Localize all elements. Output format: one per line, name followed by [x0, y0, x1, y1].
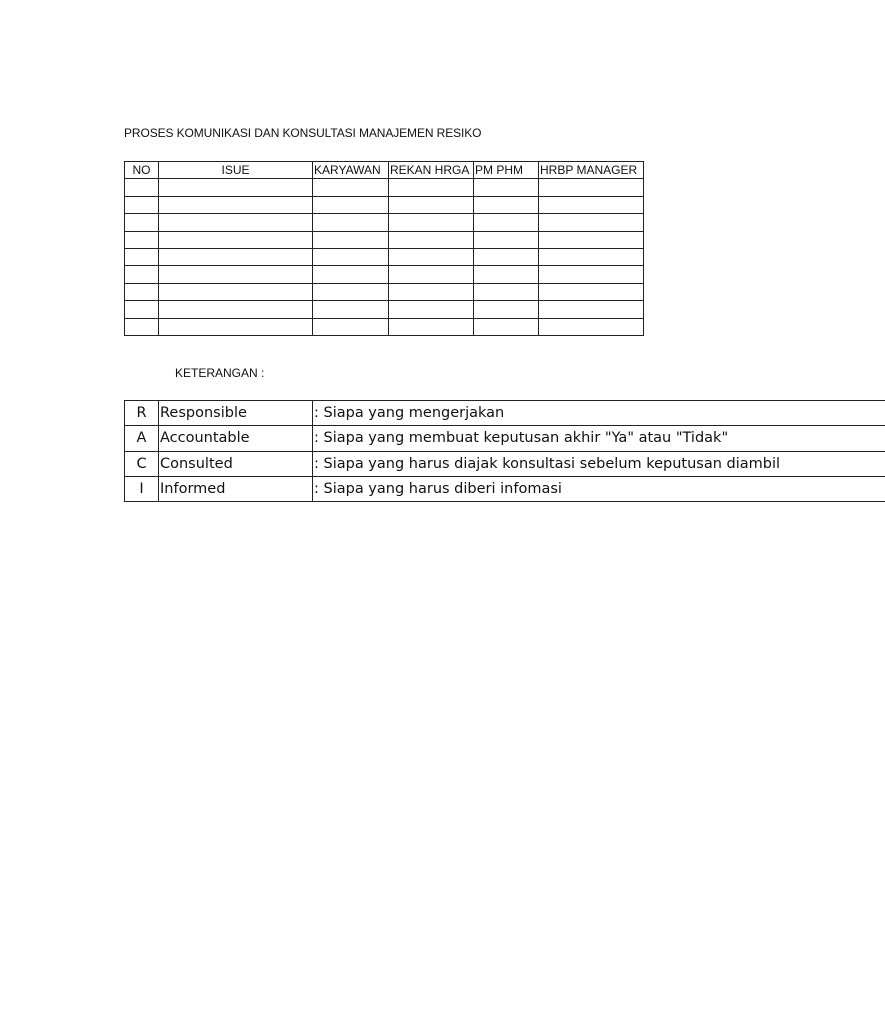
header-isue: ISUE	[159, 162, 313, 179]
table-cell	[389, 301, 474, 318]
table-row	[125, 266, 644, 283]
legend-code: A	[125, 426, 159, 451]
table-cell	[125, 318, 159, 335]
table-cell	[313, 248, 389, 265]
legend-table	[124, 400, 885, 502]
table-row	[125, 179, 644, 196]
table-cell	[389, 196, 474, 213]
table-cell	[125, 231, 159, 248]
legend-description: : Siapa yang mengerjakan	[313, 401, 885, 426]
header-karyawan: KARYAWAN	[313, 162, 389, 179]
legend-row-i	[125, 476, 885, 501]
table-cell	[125, 214, 159, 231]
table-cell	[389, 283, 474, 300]
legend-row-c	[125, 451, 885, 476]
legend-term: Accountable	[159, 426, 313, 451]
table-cell	[539, 231, 644, 248]
table-cell	[474, 301, 539, 318]
raci-table	[124, 161, 644, 336]
table-cell	[389, 266, 474, 283]
table-header-row	[125, 162, 644, 179]
keterangan-label: KETERANGAN :	[175, 366, 265, 380]
table-cell	[539, 301, 644, 318]
table-cell	[313, 179, 389, 196]
table-cell	[159, 196, 313, 213]
legend-description: : Siapa yang harus diajak konsultasi sebelum keputusan diambil	[313, 451, 885, 476]
table-cell	[474, 179, 539, 196]
table-cell	[539, 196, 644, 213]
table-cell	[474, 248, 539, 265]
table-row	[125, 248, 644, 265]
legend-term: Responsible	[159, 401, 313, 426]
table-cell	[389, 248, 474, 265]
table-cell	[125, 283, 159, 300]
legend-term: Consulted	[159, 451, 313, 476]
legend-code: C	[125, 451, 159, 476]
header-no: NO	[125, 162, 159, 179]
table-cell	[474, 196, 539, 213]
table-cell	[159, 214, 313, 231]
table-cell	[159, 179, 313, 196]
table-cell	[389, 318, 474, 335]
page-title: PROSES KOMUNIKASI DAN KONSULTASI MANAJEMEN RESIKO	[124, 126, 482, 140]
table-cell	[474, 318, 539, 335]
table-cell	[539, 266, 644, 283]
table-cell	[159, 283, 313, 300]
table-row	[125, 214, 644, 231]
legend-row-a	[125, 426, 885, 451]
table-row	[125, 283, 644, 300]
table-cell	[313, 266, 389, 283]
table-cell	[313, 214, 389, 231]
table-cell	[159, 318, 313, 335]
table-cell	[125, 196, 159, 213]
table-row	[125, 301, 644, 318]
legend-viewport	[124, 400, 781, 502]
table-cell	[539, 318, 644, 335]
table-cell	[159, 248, 313, 265]
table-cell	[313, 301, 389, 318]
header-rekan-hrga: REKAN HRGA	[389, 162, 474, 179]
table-cell	[313, 231, 389, 248]
table-cell	[474, 231, 539, 248]
legend-code: I	[125, 476, 159, 501]
table-cell	[474, 214, 539, 231]
legend-row-r	[125, 401, 885, 426]
table-cell	[313, 283, 389, 300]
table-cell	[313, 196, 389, 213]
table-cell	[159, 231, 313, 248]
table-cell	[539, 283, 644, 300]
table-cell	[539, 248, 644, 265]
table-cell	[125, 266, 159, 283]
table-cell	[125, 248, 159, 265]
table-row	[125, 231, 644, 248]
table-cell	[539, 214, 644, 231]
table-cell	[474, 283, 539, 300]
legend-code: R	[125, 401, 159, 426]
table-cell	[159, 301, 313, 318]
legend-description: : Siapa yang harus diberi infomasi	[313, 476, 885, 501]
header-pm-phm: PM PHM	[474, 162, 539, 179]
table-cell	[389, 214, 474, 231]
table-row	[125, 318, 644, 335]
table-cell	[159, 266, 313, 283]
legend-term: Informed	[159, 476, 313, 501]
legend-description: : Siapa yang membuat keputusan akhir "Ya" atau "Tidak"	[313, 426, 885, 451]
table-cell	[539, 179, 644, 196]
table-cell	[313, 318, 389, 335]
table-cell	[125, 179, 159, 196]
table-row	[125, 196, 644, 213]
table-cell	[389, 179, 474, 196]
header-hrbp-manager: HRBP MANAGER	[539, 162, 644, 179]
table-cell	[474, 266, 539, 283]
table-cell	[389, 231, 474, 248]
table-cell	[125, 301, 159, 318]
